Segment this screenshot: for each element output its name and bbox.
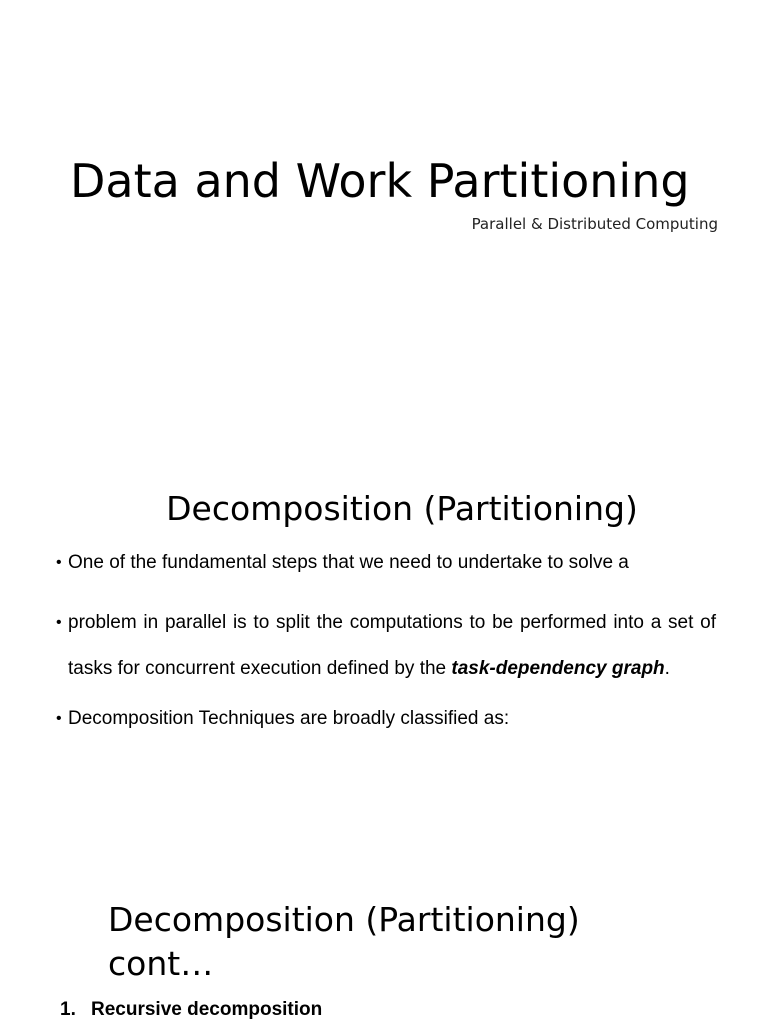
bullet-item bbox=[56, 702, 716, 736]
bullet-text: Decomposition Techniques are broadly classified as: bbox=[68, 708, 510, 729]
decomposition-cont-title bbox=[108, 898, 580, 986]
bullet-glyph: • bbox=[56, 710, 62, 727]
bullet-item bbox=[56, 546, 716, 580]
title-line: Decomposition (Partitioning) bbox=[108, 900, 580, 939]
bullet-text-end: . bbox=[664, 658, 670, 679]
title-line: cont… bbox=[108, 944, 214, 983]
slide-title-heading: Data and Work Partitioning bbox=[70, 154, 690, 208]
item-label: Recursive decomposition bbox=[91, 999, 323, 1020]
decomposition-title: Decomposition (Partitioning) bbox=[166, 489, 638, 528]
numbered-item bbox=[60, 996, 322, 1024]
emphasized-term: task-dependency graph bbox=[451, 658, 665, 679]
bullet-glyph: • bbox=[56, 614, 62, 631]
bullet-item bbox=[56, 600, 716, 692]
bullet-text: problem in parallel is to split the computations to be performed into a set of tasks for concurrent execution defined by the bbox=[68, 612, 716, 679]
bullet-glyph: • bbox=[56, 554, 62, 571]
item-number: 1. bbox=[60, 999, 76, 1020]
bullet-text: One of the fundamental steps that we need to undertake to solve a bbox=[68, 552, 629, 573]
decomposition-bullet-list bbox=[56, 546, 716, 736]
slide-subtitle: Parallel & Distributed Computing bbox=[471, 215, 718, 233]
